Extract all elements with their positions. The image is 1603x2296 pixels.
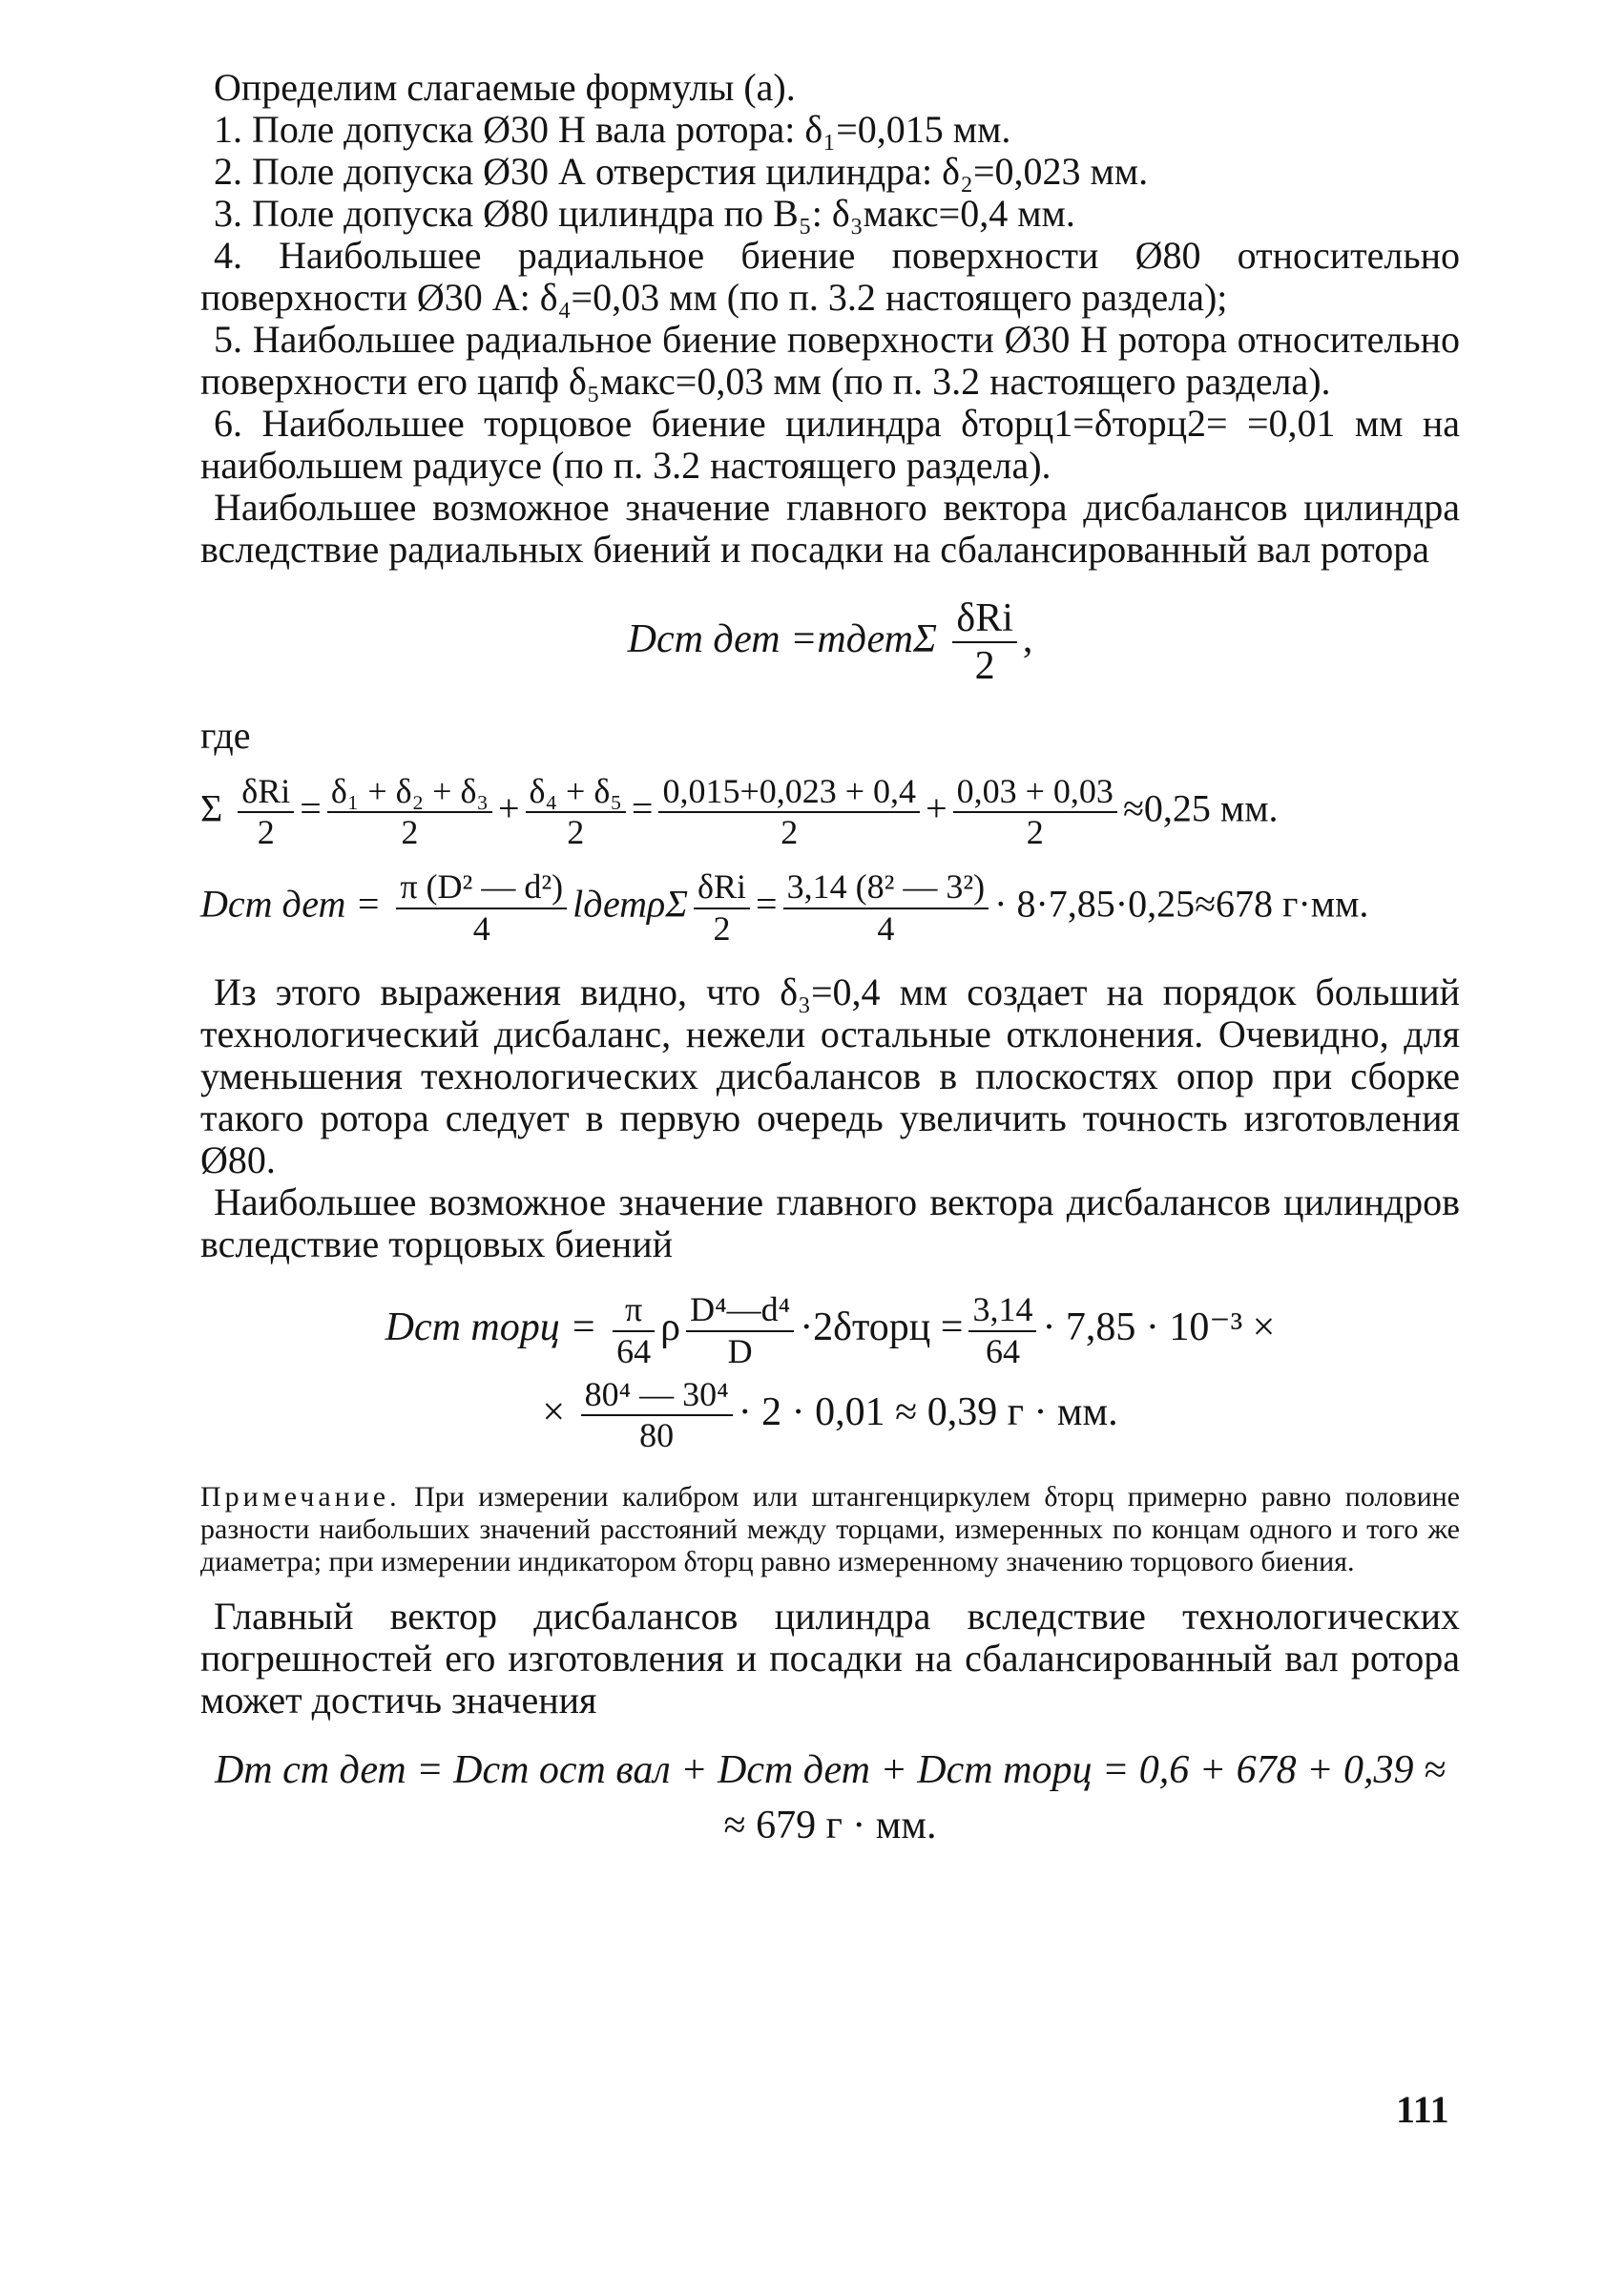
formula-lhs: Dст дет =mдетΣ: [627, 616, 937, 661]
paragraph-main-vector: Главный вектор дисбалансов цилиндра вследствие технологических погрешностей его изготовления и посадки на сбалансированный вал ротора может достичь значения: [200, 1594, 1460, 1722]
note: [200, 1481, 1460, 1578]
note-text: При измерении калибром или штангенциркулем δторц примерно равно половине разности наибольших значений расстояний между торцами, измеренных по концам одного и того же диаметра; при измерении индикатором δторц равно измеренному значению торцового биения.: [200, 1480, 1460, 1577]
formula-d-st-det-value: Dст дет = $\frac{\text{π (D² — d²)}}{4}$ lдетρΣ $\frac{\text{δRi}}{2}$ = $\frac{\text{3,14 (8² — 3²)}}{4}$ · 8·7,85·0,25≈678 г·мм.: [200, 867, 1369, 948]
formula-d-st-torc-cont: × $\frac{\text{80⁴ — 30⁴}}{80}$ · 2 · 0,01 ≈ 0,39 г · мм.: [542, 1374, 1118, 1455]
paragraph-radial-runout: Наибольшее возможное значение главного вектора дисбалансов цилиндра вследствие радиальных биений и посадки на сбалансированный вал ротора: [200, 486, 1460, 571]
formula-total: Dт ст дет = Dст ост вал + Dст дет + Dст торц = 0,6 + 678 + 0,39 ≈: [214, 1747, 1447, 1792]
page-body: [200, 67, 1460, 1874]
list-item-1: 1. Поле допуска Ø30 Н вала ротора: δ₁=0,015 мм.: [214, 108, 1011, 151]
formula-d-st-torc: Dст торц = $\frac{\pi}{64}$ ρ $\frac{\text{D⁴—d⁴}}{D}$ ·2δторц = $\frac{3,14}{64}$ · 7,85 · 10⁻³ ×: [385, 1290, 1276, 1370]
list-item-2: 2. Поле допуска Ø30 А отверстия цилиндра: δ₂=0,023 мм.: [214, 150, 1149, 193]
paragraph-intro: Определим слагаемые формулы (а).: [214, 66, 796, 109]
fraction: $\frac{\text{δRi}}{2}$: [952, 595, 1016, 690]
where-label: где: [200, 713, 251, 757]
list-item-5: 5. Наибольшее радиальное биение поверхности Ø30 Н ротора относительно поверхности его цапф δ₅макс=0,03 мм (по п. 3.2 настоящего раздела).: [200, 318, 1460, 403]
note-label: Примечание.: [200, 1480, 401, 1513]
paragraph-face-runout: Наибольшее возможное значение главного вектора дисбалансов цилиндров вследствие торцовых биений: [200, 1180, 1460, 1266]
list-item-3: 3. Поле допуска Ø80 цилиндра по B₅: δ₃макс=0,4 мм.: [214, 192, 1075, 235]
formula-total-result: ≈ 679 г · мм.: [723, 1803, 937, 1847]
paragraph-conclusion: Из этого выражения видно, что δ₃=0,4 мм создает на порядок больший технологический дисбаланс, нежели остальные отклонения. Очевидно, для уменьшения технологических дисбалансов в плоскостях опор при сборке такого ротора следует в первую очередь увеличить точность изготовления Ø80.: [200, 971, 1460, 1182]
list-item-6: 6. Наибольшее торцовое биение цилиндра δторц1=δторц2= =0,01 мм на наибольшем радиусе (по п. 3.2 настоящего раздела).: [200, 402, 1460, 487]
formula-sum: Σ $\frac{\text{δRi}}{2}$ = $\frac{\text{δ₁ + δ₂ + δ₃}}{2}$ + $\frac{\text{δ₄ + δ₅}}{2}$ = $\frac{0,015+0,023 + 0,4}{2}$ + $\frac{0,03 + 0,03}{2}$ ≈0,25 мм.: [200, 771, 1279, 851]
page-number: 111: [1396, 2088, 1449, 2131]
formula-d-st-det: Dст дет =mдетΣ $\frac{\text{δRi}}{2}$ ,: [627, 596, 1033, 689]
list-item-4: 4. Наибольшее радиальное биение поверхности Ø80 относительно поверхности Ø30 А: δ₄=0,03 мм (по п. 3.2 настоящего раздела);: [200, 234, 1460, 319]
